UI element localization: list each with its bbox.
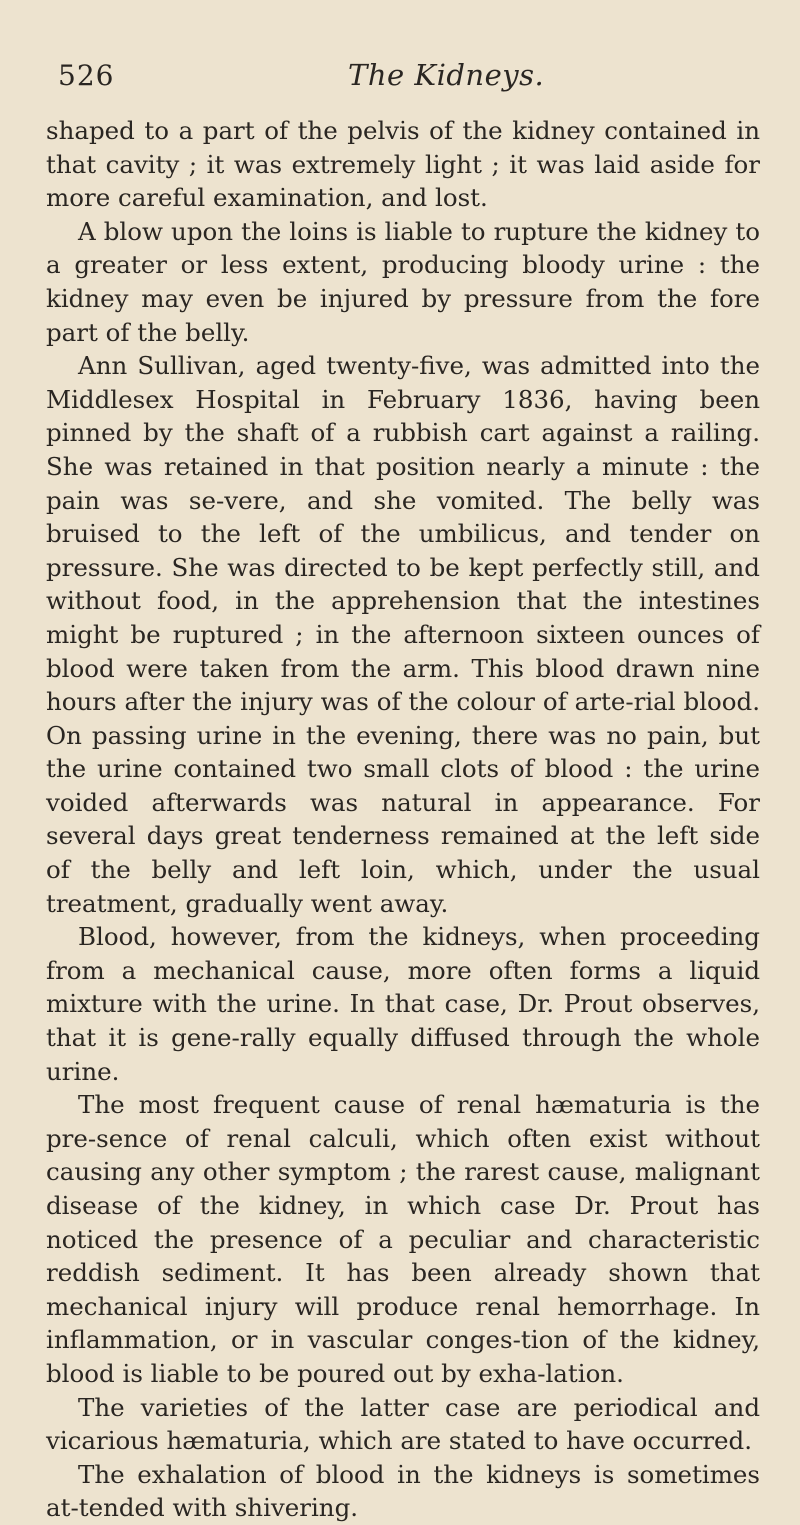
paragraph: shaped to a part of the pelvis of the kidney contained in that cavity ; it was extremely light ; it was laid aside for more careful examination, and lost. (46, 116, 760, 213)
paragraph: Ann Sullivan, aged twenty-five, was admitted into the Middlesex Hospital in February 1836, having been pinned by the shaft of a rubbish cart against a railing. She was retained in that position nearly a minute : the pain was se-vere, and she vomited. The belly was bruised to the left of the umbilicus, and tender on pressure. She was directed to be kept perfectly still, and without food, in the apprehension that the intestines might be ruptured ; in the afternoon sixteen ounces of blood were taken from the arm. This blood drawn nine hours after the injury was of the colour of arte-rial blood. On passing urine in the evening, there was no pain, but the urine contained two small clots of blood : the urine voided afterwards was natural in appearance. For several days great tenderness remained at the left side of the belly and left loin, which, under the usual treatment, gradually went away. (46, 351, 760, 918)
page-number: 526 (58, 59, 115, 92)
paragraph: The exhalation of blood in the kidneys is sometimes at-tended with shivering. (46, 1459, 760, 1523)
running-head (46, 58, 760, 102)
paragraph: Blood, however, from the kidneys, when proceeding from a mechanical cause, more often forms a liquid mixture with the urine. In that case, Dr. Prout observes, that it is gene-rally equally diffused through the whole urine. (46, 922, 760, 1086)
paragraph: The most frequent cause of renal hæmaturia is the pre-sence of renal calculi, which often exist without causing any other symptom ; the rarest cause, malignant disease of the kidney, in which case Dr. Prout has noticed the presence of a peculiar and characteristic reddish sediment. It has been already shown that mechanical injury will produce renal hemorrhage. In inflammation, or in vascular conges-tion of the kidney, blood is liable to be poured out by exha-lation. (46, 1090, 760, 1388)
page-title: The Kidneys. (348, 58, 545, 92)
paragraph: A blow upon the loins is liable to rupture the kidney to a greater or less extent, producing bloody urine : the kidney may even be injured by pressure from the fore part of the belly. (46, 216, 760, 347)
body-text (46, 114, 760, 1525)
paragraph: The varieties of the latter case are periodical and vicarious hæmaturia, which are stated to have occurred. (46, 1392, 760, 1456)
